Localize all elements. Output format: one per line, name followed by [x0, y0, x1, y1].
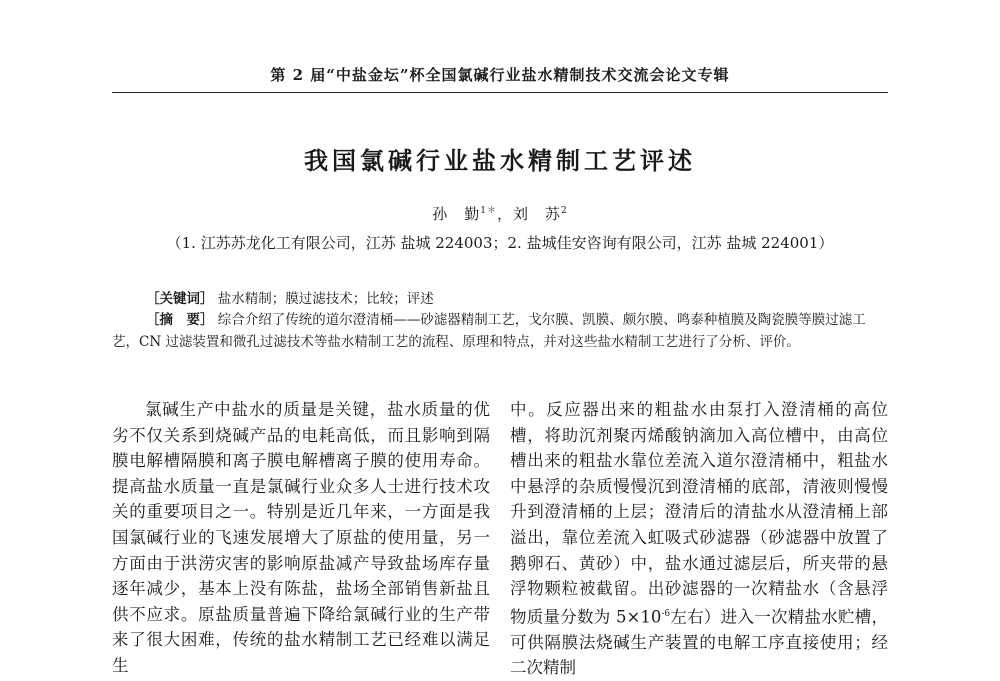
header-rule [112, 92, 888, 93]
body-right-column [510, 397, 888, 681]
author-1: 孙 勤 [432, 205, 481, 223]
author-line [0, 203, 1000, 224]
exponent: -6 [661, 608, 671, 619]
author-2-mark: 2 [561, 206, 568, 216]
author-1-mark: 1＊ [480, 206, 497, 216]
keywords-label: ［关键词］ [146, 291, 214, 307]
author-2: 刘 苏 [513, 205, 562, 223]
body-left-column: 氯碱生产中盐水的质量是关键，盐水质量的优劣不仅关系到烧碱产品的电耗高低，而且影响到隔膜电解槽隔膜和离子膜电解槽离子膜的使用寿命。提高盐水质量一直是氯碱行业众多人士进行技术攻关的重要项目之一。特别是近几年来，一方面是我国氯碱行业的飞速发展增大了原盐的使用量，另一方面由于洪涝灾害的影响原盐减产导致盐场库存量逐年减少，基本上没有陈盐，盐场全部销售新盐且供不应求。原盐质量普遍下降给氯碱行业的生产带来了很大困难，传统的盐水精制工艺已经难以满足生 [112, 400, 490, 675]
right-column-text-1: 中。反应器出来的粗盐水由泵打入澄清桶的高位槽，将助沉剂聚丙烯酸钠滴加入高位槽中，由高位槽出来的粗盐水靠位差流入道尔澄清桶中，粗盐水中悬浮的杂质慢慢沉到澄清桶的底部，清液则慢慢升到澄清桶的上层；澄清后的清盐水从澄清桶上部溢出，靠位差流入虹吸式砂滤器（砂滤器中放置了鹅卵石、黄砂）中，盐水通过滤层后，所夹带的悬浮物颗粒被截留。出砂滤器的一次精盐水（含悬浮物质量分数为 5×10 [510, 400, 888, 627]
keywords-text: 盐水精制；膜过滤技术；比较；评述 [217, 291, 434, 307]
abstract-text: 综合介绍了传统的道尔澄清桶——砂滤器精制工艺，戈尔膜、凯膜、颇尔膜、鸣泰种植膜及陶瓷膜等膜过滤工艺，CN 过滤装置和微孔过滤技术等盐水精制工艺的流程、原理和特点，并对这些盐水精制工艺进行了分析、评价。 [112, 312, 866, 350]
keywords [146, 287, 886, 307]
paper-title: 我国氯碱行业盐水精制工艺评述 [304, 146, 696, 175]
affiliations: （1. 江苏苏龙化工有限公司，江苏 盐城 224003；2. 盐城佳安咨询有限公司，江苏 盐城 224001） [166, 234, 834, 252]
author-separator: ， [496, 205, 513, 223]
running-head: 第 2 届“中盐金坛”杯全国氯碱行业盐水精制技术交流会论文专辑 [270, 66, 730, 84]
abstract [112, 309, 888, 353]
abstract-label: ［摘 要］ [146, 312, 214, 328]
right-column-text-2: 左右）进入一次精盐水贮槽，可供隔膜法烧碱生产装置的电解工序直接使用；经二次精制 [510, 607, 888, 678]
